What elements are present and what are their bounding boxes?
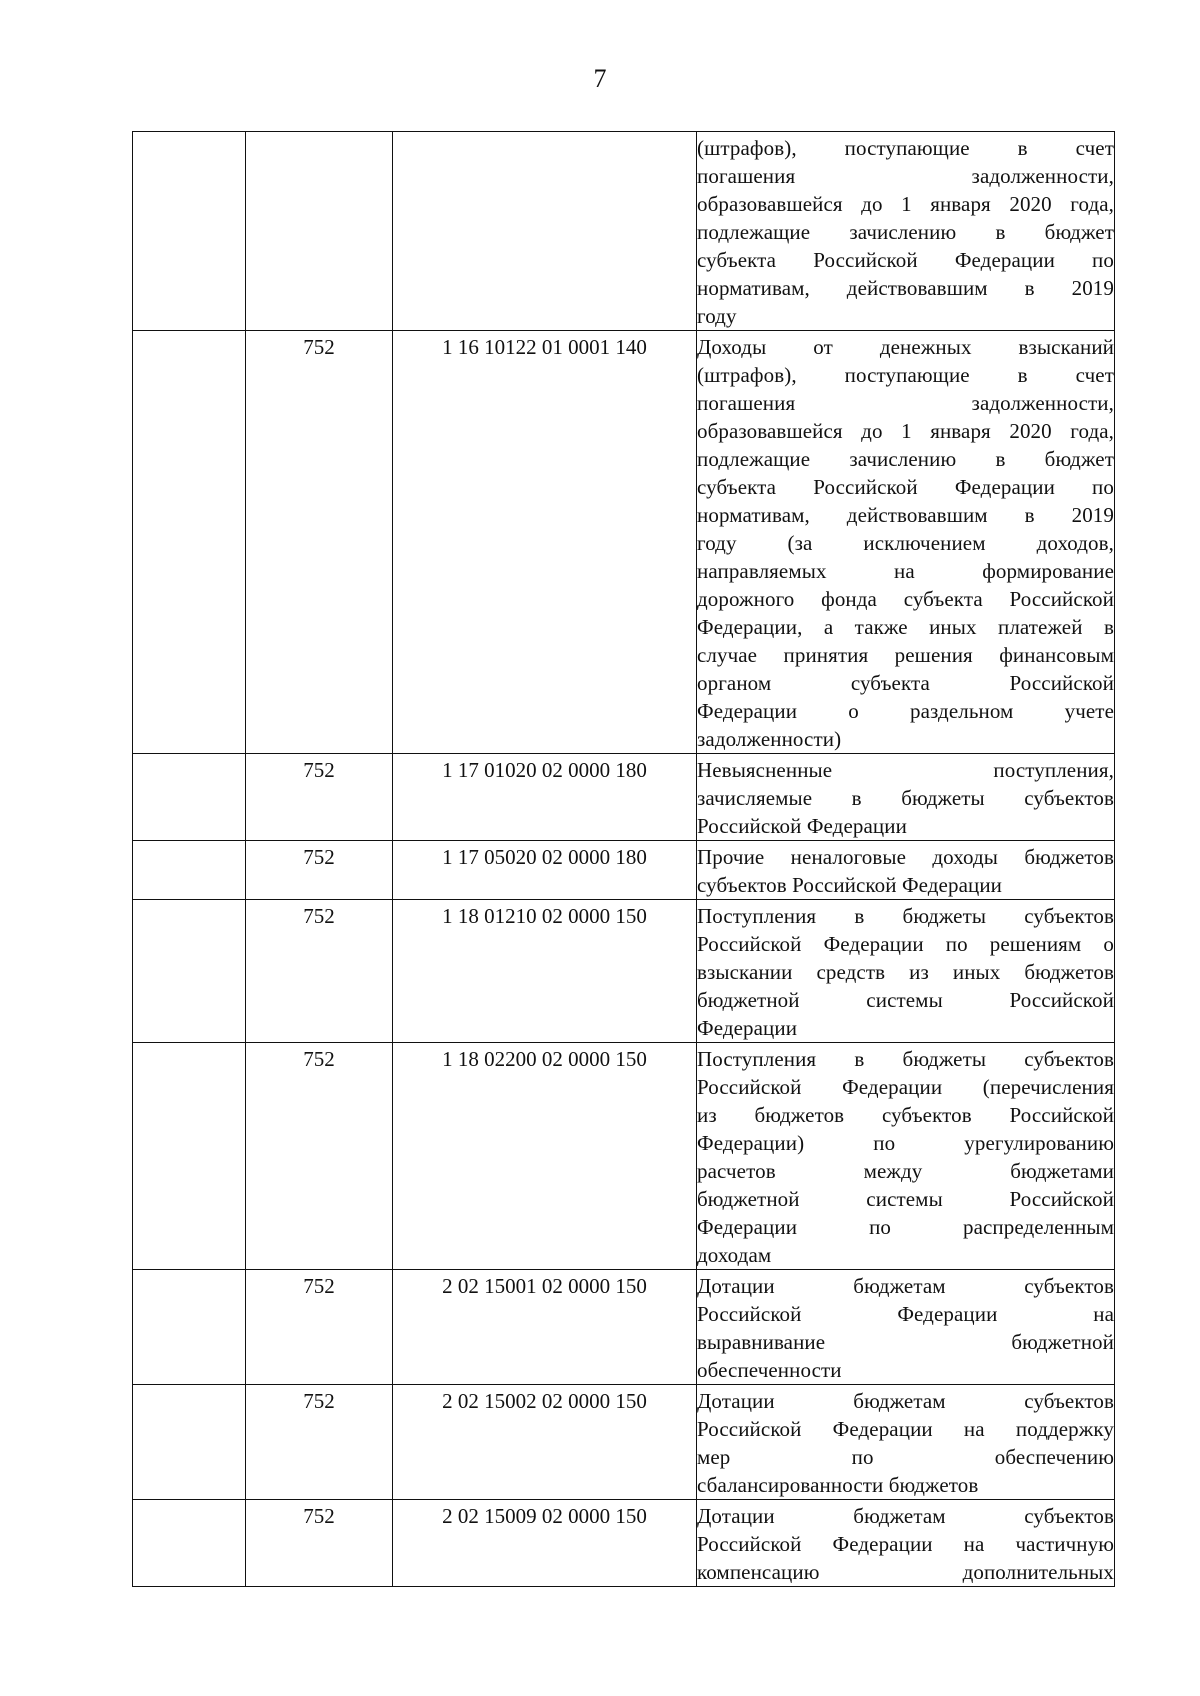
description-line: Поступления в бюджеты субъектов	[697, 1047, 1114, 1071]
income-description-cell	[697, 331, 1115, 754]
admin-code-cell: 752	[246, 754, 393, 841]
description-line: Дотации бюджетам субъектов	[697, 1274, 1114, 1298]
empty-cell	[133, 754, 246, 841]
budget-classification-code-cell: 2 02 15009 02 0000 150	[393, 1500, 697, 1587]
empty-cell	[133, 331, 246, 754]
description-line: Поступления в бюджеты субъектов	[697, 904, 1114, 928]
table-row	[133, 1043, 1115, 1270]
description-line: задолженности)	[697, 727, 842, 751]
admin-code-cell	[246, 132, 393, 331]
table-row	[133, 841, 1115, 900]
description-line: образовавшейся до 1 января 2020 года,	[697, 192, 1114, 216]
income-description-cell	[697, 900, 1115, 1043]
income-description-cell	[697, 1270, 1115, 1385]
description-line: Невыясненные поступления,	[697, 758, 1114, 782]
description-line: субъекта Российской Федерации по	[697, 475, 1114, 499]
description-line: взыскании средств из иных бюджетов	[697, 960, 1114, 984]
description-line: Федерации, а также иных платежей в	[697, 615, 1114, 639]
description-line: (штрафов), поступающие в счет	[697, 363, 1114, 387]
empty-cell	[133, 841, 246, 900]
description-line: бюджетной системы Российской	[697, 1187, 1114, 1211]
admin-code-cell: 752	[246, 1270, 393, 1385]
description-line: подлежащие зачислению в бюджет	[697, 220, 1114, 244]
description-line: Российской Федерации (перечисления	[697, 1075, 1114, 1099]
description-line: дорожного фонда субъекта Российской	[697, 587, 1114, 611]
budget-classification-code-cell: 2 02 15001 02 0000 150	[393, 1270, 697, 1385]
description-line: субъектов Российской Федерации	[697, 873, 1003, 897]
empty-cell	[133, 132, 246, 331]
description-line: году	[697, 304, 737, 328]
description-line: расчетов между бюджетами	[697, 1159, 1114, 1183]
description-line: Российской Федерации	[697, 814, 907, 838]
admin-code-cell: 752	[246, 1043, 393, 1270]
empty-cell	[133, 1500, 246, 1587]
table-row	[133, 900, 1115, 1043]
income-description-cell	[697, 132, 1115, 331]
description-line: Российской Федерации по решениям о	[697, 932, 1114, 956]
income-description-cell	[697, 1043, 1115, 1270]
table-row	[133, 1500, 1115, 1587]
table-body	[133, 132, 1115, 1587]
budget-classification-code-cell: 2 02 15002 02 0000 150	[393, 1385, 697, 1500]
description-line: Доходы от денежных взысканий	[697, 335, 1114, 359]
description-line: выравнивание бюджетной	[697, 1330, 1114, 1354]
table-row	[133, 1385, 1115, 1500]
description-line: году (за исключением доходов,	[697, 531, 1114, 555]
table-row	[133, 132, 1115, 331]
empty-cell	[133, 1270, 246, 1385]
description-line: погашения задолженности,	[697, 164, 1114, 188]
budget-classification-code-cell: 1 18 01210 02 0000 150	[393, 900, 697, 1043]
income-description-cell	[697, 1500, 1115, 1587]
description-line: органом субъекта Российской	[697, 671, 1114, 695]
admin-code-cell: 752	[246, 1385, 393, 1500]
description-line: субъекта Российской Федерации по	[697, 248, 1114, 272]
description-line: погашения задолженности,	[697, 391, 1114, 415]
description-line: мер по обеспечению	[697, 1445, 1114, 1469]
admin-code-cell: 752	[246, 1500, 393, 1587]
description-line: подлежащие зачислению в бюджет	[697, 447, 1114, 471]
description-line: компенсацию дополнительных	[697, 1560, 1114, 1584]
budget-classification-code-cell: 1 17 01020 02 0000 180	[393, 754, 697, 841]
income-description-cell	[697, 1385, 1115, 1500]
empty-cell	[133, 1043, 246, 1270]
page-number: 7	[593, 64, 607, 93]
description-line: зачисляемые в бюджеты субъектов	[697, 786, 1114, 810]
table-row	[133, 331, 1115, 754]
description-line: Дотации бюджетам субъектов	[697, 1504, 1114, 1528]
table-row	[133, 754, 1115, 841]
description-line: Федерации) по урегулированию	[697, 1131, 1114, 1155]
budget-classification-code-cell	[393, 132, 697, 331]
admin-code-cell: 752	[246, 900, 393, 1043]
description-line: Прочие неналоговые доходы бюджетов	[697, 845, 1114, 869]
budget-classification-code-cell: 1 16 10122 01 0001 140	[393, 331, 697, 754]
description-line: случае принятия решения финансовым	[697, 643, 1114, 667]
description-line: нормативам, действовавшим в 2019	[697, 503, 1114, 527]
description-line: нормативам, действовавшим в 2019	[697, 276, 1114, 300]
description-line: обеспеченности	[697, 1358, 842, 1382]
empty-cell	[133, 1385, 246, 1500]
budget-classification-code-cell: 1 17 05020 02 0000 180	[393, 841, 697, 900]
description-line: бюджетной системы Российской	[697, 988, 1114, 1012]
description-line: (штрафов), поступающие в счет	[697, 136, 1114, 160]
description-line: Дотации бюджетам субъектов	[697, 1389, 1114, 1413]
description-line: сбалансированности бюджетов	[697, 1473, 979, 1497]
description-line: Российской Федерации на	[697, 1302, 1114, 1326]
description-line: Федерации	[697, 1016, 798, 1040]
description-line: Федерации по распределенным	[697, 1215, 1114, 1239]
empty-cell	[133, 900, 246, 1043]
description-line: из бюджетов субъектов Российской	[697, 1103, 1114, 1127]
admin-code-cell: 752	[246, 841, 393, 900]
description-line: Российской Федерации на поддержку	[697, 1417, 1114, 1441]
description-line: направляемых на формирование	[697, 559, 1114, 583]
income-description-cell	[697, 754, 1115, 841]
description-line: Федерации о раздельном учете	[697, 699, 1114, 723]
income-codes-table	[132, 131, 1115, 1587]
table-row	[133, 1270, 1115, 1385]
income-description-cell	[697, 841, 1115, 900]
description-line: образовавшейся до 1 января 2020 года,	[697, 419, 1114, 443]
description-line: Российской Федерации на частичную	[697, 1532, 1114, 1556]
description-line: доходам	[697, 1243, 772, 1267]
budget-classification-code-cell: 1 18 02200 02 0000 150	[393, 1043, 697, 1270]
admin-code-cell: 752	[246, 331, 393, 754]
